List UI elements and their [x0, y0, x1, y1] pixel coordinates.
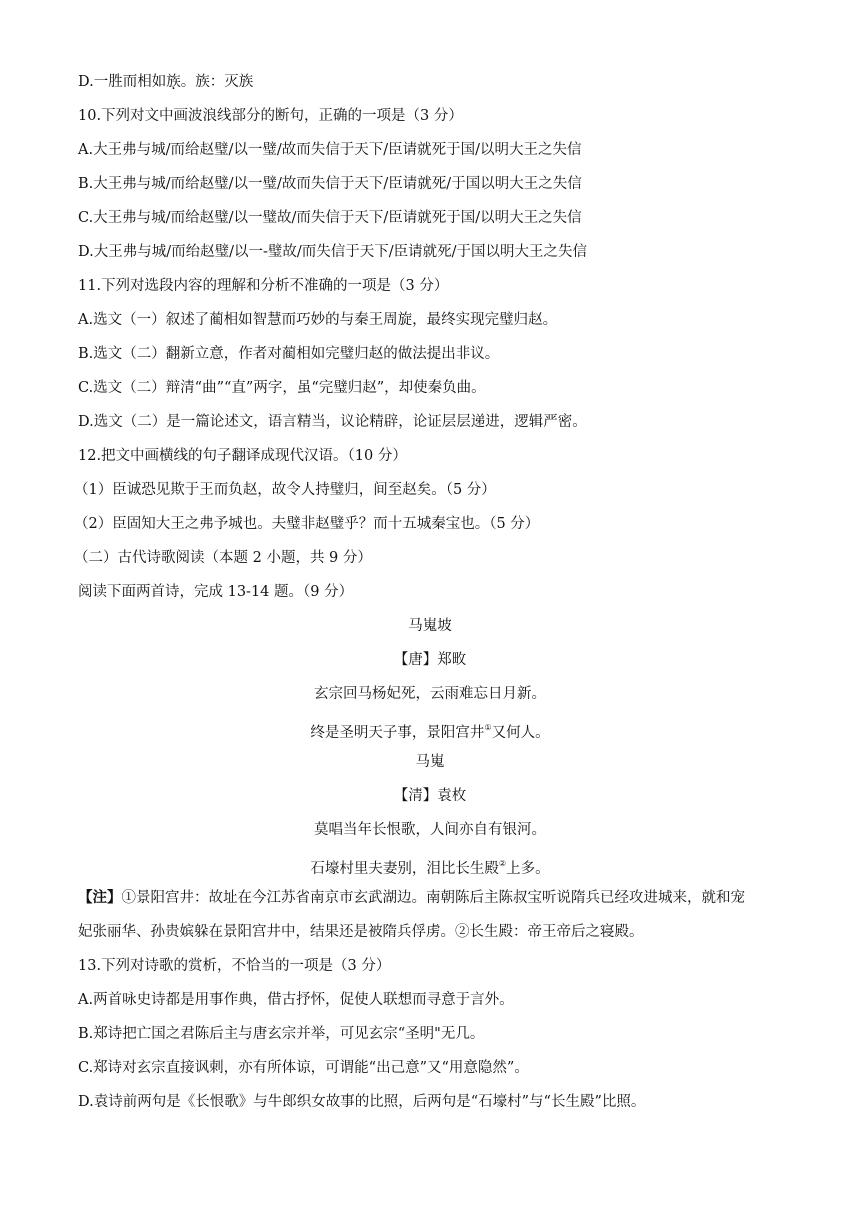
emphasized-char: 族	[166, 74, 181, 90]
poem-text: 石壕村里夫妻别，泪比长生殿	[310, 861, 499, 877]
poem1-author: 【唐】郑畋	[393, 652, 467, 668]
option-text: 。族：灭族	[180, 74, 254, 90]
option-11d: D.选文（二）是一篇论述文，语言精当，议论精辟，论证层层递进，逻辑严密。	[78, 414, 587, 430]
poem-text: 又何人。	[491, 725, 550, 741]
option-text: D.一胜而相如	[78, 74, 167, 90]
option-11b: B.选文（二）翻新立意，作者对蔺相如完璧归赵的做法提出非议。	[78, 346, 500, 362]
option-11c: C.选文（二）辩清“曲”“直”两字，虽“完璧归赵”，却使秦负曲。	[78, 380, 486, 396]
footnote-mark: ①	[484, 723, 492, 732]
question-13: 13.下列对诗歌的赏析，不恰当的一项是（3 分）	[78, 958, 391, 974]
note-line2: 妃张丽华、孙贵嫔躲在景阳宫井中，结果还是被隋兵俘虏。②长生殿：帝王帝后之寝殿。	[78, 924, 644, 940]
footnote-mark: ②	[498, 859, 507, 868]
poem2-author: 【清】袁枚	[393, 788, 467, 804]
question-12: 12.把文中画横线的句子翻译成现代汉语。（10 分）	[78, 448, 407, 464]
item-12-2: （2）臣固知大王之弗予城也。夫璧非赵璧乎？而十五城秦宝也。（5 分）	[74, 516, 540, 532]
poem-text: 终是圣明天子事，景阳宫井	[310, 725, 485, 741]
option-10a: A.大王弗与城/而给赵璧/以一璧/故而失信于天下/臣请就死于国/以明大王之失信	[78, 142, 582, 158]
item-12-1: （1）臣诚恐见欺于王而负赵，故令人持璧归，间至赵矣。（5 分）	[74, 482, 496, 498]
option-9d	[78, 72, 253, 92]
poem2-line2	[0, 854, 860, 879]
poem-text: 上多。	[506, 861, 550, 877]
poem1-title: 马嵬坡	[408, 618, 452, 634]
poem1-line2	[0, 718, 860, 743]
poem2-title: 马嵬	[415, 754, 445, 770]
option-10c: C.大王弗与城/而给赵璧/以一璧故/而失信于天下/臣请就死于国/以明大王之失信	[78, 210, 582, 226]
question-10: 10.下列对文中画波浪线部分的断句，正确的一项是（3 分）	[78, 108, 463, 124]
option-13b: B.郑诗把亡国之君陈后主与唐玄宗并举，可见玄宗“圣明"无几。	[78, 1026, 485, 1042]
reading-instruction: 阅读下面两首诗，完成 13-14 题。（9 分）	[78, 584, 354, 600]
option-10d: D.大王弗与城/而绐赵璧/以一-璧故/而失信于天下/臣请就死/于国以明大王之失信	[78, 244, 588, 260]
section-heading: （二）古代诗歌阅读（本题 2 小题，共 9 分）	[74, 550, 372, 566]
note-line1	[78, 888, 745, 908]
poem2-line1: 莫唱当年长恨歌，人间亦自有银河。	[314, 822, 546, 838]
option-13a: A.两首咏史诗都是用事作典，借古抒怀，促使人联想而寻意于言外。	[78, 992, 514, 1008]
note-text: ①景阳宫井：故址在今江苏省南京市玄武湖边。南朝陈后主陈叔宝听说隋兵已经攻进城来，就和宠	[121, 890, 745, 906]
poem1-line1: 玄宗回马杨妃死，云雨难忘日月新。	[314, 686, 546, 702]
question-11: 11.下列对选段内容的理解和分析不准确的一项是（3 分）	[78, 278, 449, 294]
option-10b: B.大王弗与城/而给赵璧/以一璧/故而失信于天下/臣请就死/于国以明大王之失信	[78, 176, 582, 192]
option-13d: D.袁诗前两句是《长恨歌》与牛郎织女故事的比照，后两句是“石壕村”与“长生殿”比照。	[78, 1094, 646, 1110]
note-label: 【注】	[78, 889, 122, 906]
option-11a: A.选文（一）叙述了蔺相如智慧而巧妙的与秦王周旋，最终实现完璧归赵。	[78, 312, 558, 328]
option-13c: C.郑诗对玄宗直接讽刺，亦有所体谅，可谓能“出己意”又“用意隐然”。	[78, 1060, 529, 1076]
